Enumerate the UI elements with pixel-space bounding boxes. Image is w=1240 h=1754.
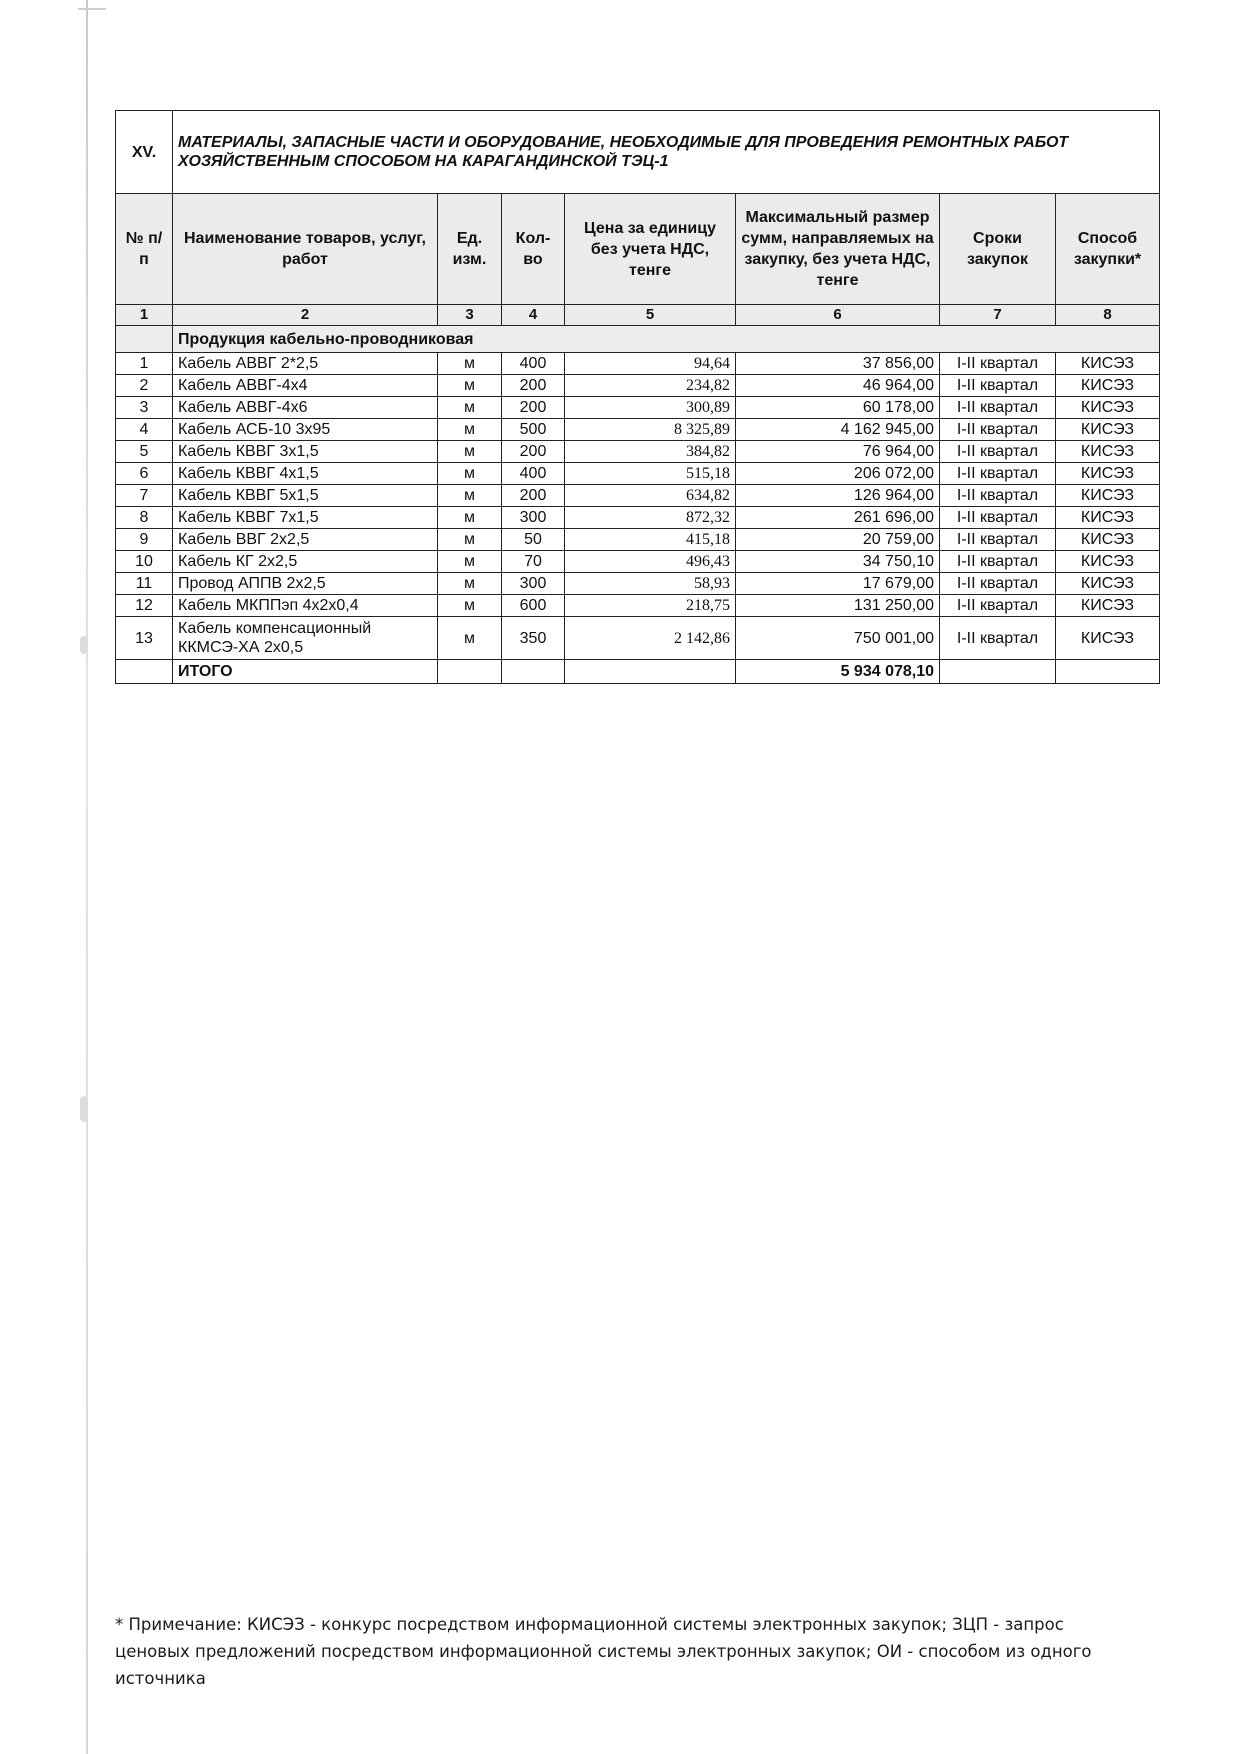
cell-unit-price: 515,18 — [565, 463, 736, 485]
table-row — [116, 419, 1160, 441]
cell-quantity: 350 — [502, 617, 565, 660]
header-quantity: Кол-во — [502, 194, 565, 305]
cell-quantity: 300 — [502, 507, 565, 529]
cell-term: I-II квартал — [940, 397, 1056, 419]
cell-unit: м — [438, 573, 502, 595]
cell-term: I-II квартал — [940, 617, 1056, 660]
table-row — [116, 551, 1160, 573]
cell-unit-price: 8 325,89 — [565, 419, 736, 441]
header-name: Наименование товаров, услуг, работ — [173, 194, 438, 305]
cell-method: КИСЭЗ — [1056, 463, 1160, 485]
cell-quantity: 200 — [502, 485, 565, 507]
cell-number: 7 — [116, 485, 173, 507]
binding-edge-line — [86, 0, 88, 1754]
cell-sum: 206 072,00 — [736, 463, 940, 485]
cell-unit: м — [438, 507, 502, 529]
header-term: Сроки закупок — [940, 194, 1056, 305]
cell-sum: 37 856,00 — [736, 353, 940, 375]
cell-method: КИСЭЗ — [1056, 485, 1160, 507]
total-row — [116, 660, 1160, 684]
cell-sum: 46 964,00 — [736, 375, 940, 397]
cell-method: КИСЭЗ — [1056, 595, 1160, 617]
cell-term: I-II квартал — [940, 485, 1056, 507]
cell-method: КИСЭЗ — [1056, 353, 1160, 375]
cell-sum: 34 750,10 — [736, 551, 940, 573]
total-empty-cell — [940, 660, 1056, 684]
cell-quantity: 50 — [502, 529, 565, 551]
cell-unit-price: 384,82 — [565, 441, 736, 463]
cell-term: I-II квартал — [940, 463, 1056, 485]
cell-method: КИСЭЗ — [1056, 397, 1160, 419]
table-row — [116, 595, 1160, 617]
table-row — [116, 507, 1160, 529]
table-row — [116, 353, 1160, 375]
column-number: 4 — [502, 305, 565, 326]
cell-number: 13 — [116, 617, 173, 660]
cell-term: I-II квартал — [940, 595, 1056, 617]
column-number: 3 — [438, 305, 502, 326]
cell-unit-price: 2 142,86 — [565, 617, 736, 660]
cell-unit-price: 634,82 — [565, 485, 736, 507]
cell-unit-price: 94,64 — [565, 353, 736, 375]
cell-name: Кабель ВВГ 2х2,5 — [173, 529, 438, 551]
cell-unit: м — [438, 419, 502, 441]
cell-name: Кабель МКППэп 4х2х0,4 — [173, 595, 438, 617]
cell-number: 11 — [116, 573, 173, 595]
cell-name: Кабель КВВГ 5х1,5 — [173, 485, 438, 507]
cell-unit: м — [438, 529, 502, 551]
cell-unit: м — [438, 617, 502, 660]
cell-quantity: 70 — [502, 551, 565, 573]
cell-method: КИСЭЗ — [1056, 529, 1160, 551]
cell-unit: м — [438, 551, 502, 573]
cell-term: I-II квартал — [940, 353, 1056, 375]
cell-number: 6 — [116, 463, 173, 485]
table-row — [116, 529, 1160, 551]
cell-number: 4 — [116, 419, 173, 441]
cell-name: Кабель КГ 2х2,5 — [173, 551, 438, 573]
table-row — [116, 397, 1160, 419]
cell-unit-price: 300,89 — [565, 397, 736, 419]
cell-term: I-II квартал — [940, 529, 1056, 551]
table-row — [116, 573, 1160, 595]
table-row — [116, 485, 1160, 507]
cell-name: Кабель АВВГ-4х4 — [173, 375, 438, 397]
cell-quantity: 200 — [502, 397, 565, 419]
cell-quantity: 200 — [502, 441, 565, 463]
total-empty-cell — [1056, 660, 1160, 684]
group-row — [116, 326, 1160, 353]
cell-term: I-II квартал — [940, 375, 1056, 397]
cell-sum: 76 964,00 — [736, 441, 940, 463]
section-header-row — [116, 111, 1160, 194]
header-unit-price: Цена за единицу без учета НДС, тенге — [565, 194, 736, 305]
cell-quantity: 500 — [502, 419, 565, 441]
column-header-row — [116, 194, 1160, 305]
group-spacer — [116, 326, 173, 353]
table-row — [116, 463, 1160, 485]
cell-unit: м — [438, 441, 502, 463]
group-title: Продукция кабельно-проводниковая — [173, 326, 1160, 353]
cell-unit-price: 218,75 — [565, 595, 736, 617]
header-method: Способ закупки* — [1056, 194, 1160, 305]
section-title: МАТЕРИАЛЫ, ЗАПАСНЫЕ ЧАСТИ И ОБОРУДОВАНИЕ, НЕОБХОДИМЫЕ ДЛЯ ПРОВЕДЕНИЯ РЕМОНТНЫХ РАБОТ ХОЗЯЙСТВЕННЫМ СПОСОБОМ НА КАРАГАНДИНСКОЙ ТЭЦ-1 — [173, 111, 1160, 194]
cell-term: I-II квартал — [940, 507, 1056, 529]
cell-sum: 750 001,00 — [736, 617, 940, 660]
cell-unit-price: 872,32 — [565, 507, 736, 529]
procurement-table — [115, 110, 1160, 684]
binding-top-tick — [78, 8, 106, 10]
cell-sum: 17 679,00 — [736, 573, 940, 595]
footnote: * Примечание: КИСЭЗ - конкурс посредством информационной системы электронных закупок; ЗЦП - запрос ценовых предложений посредством информационной системы электронных закупок; ОИ - способом из одного источника — [115, 1615, 1092, 1688]
cell-term: I-II квартал — [940, 573, 1056, 595]
cell-name: Кабель АВВГ-4х6 — [173, 397, 438, 419]
column-number: 5 — [565, 305, 736, 326]
column-number-row — [116, 305, 1160, 326]
cell-method: КИСЭЗ — [1056, 375, 1160, 397]
column-number: 1 — [116, 305, 173, 326]
cell-number: 8 — [116, 507, 173, 529]
cell-term: I-II квартал — [940, 551, 1056, 573]
cell-method: КИСЭЗ — [1056, 617, 1160, 660]
cell-method: КИСЭЗ — [1056, 573, 1160, 595]
table-row — [116, 617, 1160, 660]
cell-sum: 131 250,00 — [736, 595, 940, 617]
cell-quantity: 600 — [502, 595, 565, 617]
cell-name: Кабель КВВГ 7х1,5 — [173, 507, 438, 529]
section-number: XV. — [116, 111, 173, 194]
column-number: 2 — [173, 305, 438, 326]
cell-number: 5 — [116, 441, 173, 463]
column-number: 6 — [736, 305, 940, 326]
cell-name: Кабель КВВГ 4х1,5 — [173, 463, 438, 485]
header-number: № п/п — [116, 194, 173, 305]
total-empty-cell — [565, 660, 736, 684]
cell-method: КИСЭЗ — [1056, 551, 1160, 573]
table-row — [116, 375, 1160, 397]
cell-quantity: 400 — [502, 353, 565, 375]
cell-unit: м — [438, 485, 502, 507]
cell-quantity: 300 — [502, 573, 565, 595]
total-empty-cell — [116, 660, 173, 684]
cell-method: КИСЭЗ — [1056, 441, 1160, 463]
cell-unit: м — [438, 375, 502, 397]
cell-unit-price: 496,43 — [565, 551, 736, 573]
cell-sum: 60 178,00 — [736, 397, 940, 419]
cell-unit: м — [438, 595, 502, 617]
cell-name: Провод АППВ 2х2,5 — [173, 573, 438, 595]
cell-unit-price: 234,82 — [565, 375, 736, 397]
cell-name: Кабель компенсационный ККМСЭ-ХА 2х0,5 — [173, 617, 438, 660]
cell-sum: 261 696,00 — [736, 507, 940, 529]
cell-number: 1 — [116, 353, 173, 375]
cell-term: I-II квартал — [940, 419, 1056, 441]
cell-method: КИСЭЗ — [1056, 419, 1160, 441]
cell-sum: 126 964,00 — [736, 485, 940, 507]
cell-number: 3 — [116, 397, 173, 419]
punch-hole-mark — [80, 636, 88, 654]
total-empty-cell — [502, 660, 565, 684]
cell-name: Кабель КВВГ 3х1,5 — [173, 441, 438, 463]
cell-unit: м — [438, 353, 502, 375]
total-sum: 5 934 078,10 — [736, 660, 940, 684]
cell-quantity: 400 — [502, 463, 565, 485]
cell-unit: м — [438, 397, 502, 419]
cell-number: 10 — [116, 551, 173, 573]
cell-number: 2 — [116, 375, 173, 397]
cell-unit-price: 415,18 — [565, 529, 736, 551]
total-label: ИТОГО — [173, 660, 438, 684]
header-max-sum: Максимальный размер сумм, направляемых на закупку, без учета НДС, тенге — [736, 194, 940, 305]
cell-number: 12 — [116, 595, 173, 617]
cell-name: Кабель АВВГ 2*2,5 — [173, 353, 438, 375]
punch-hole-mark — [80, 1096, 88, 1122]
cell-name: Кабель АСБ-10 3х95 — [173, 419, 438, 441]
cell-method: КИСЭЗ — [1056, 507, 1160, 529]
header-unit: Ед. изм. — [438, 194, 502, 305]
cell-sum: 4 162 945,00 — [736, 419, 940, 441]
column-number: 8 — [1056, 305, 1160, 326]
table-row — [116, 441, 1160, 463]
cell-quantity: 200 — [502, 375, 565, 397]
cell-number: 9 — [116, 529, 173, 551]
total-empty-cell — [438, 660, 502, 684]
cell-unit: м — [438, 463, 502, 485]
cell-sum: 20 759,00 — [736, 529, 940, 551]
column-number: 7 — [940, 305, 1056, 326]
cell-term: I-II квартал — [940, 441, 1056, 463]
cell-unit-price: 58,93 — [565, 573, 736, 595]
